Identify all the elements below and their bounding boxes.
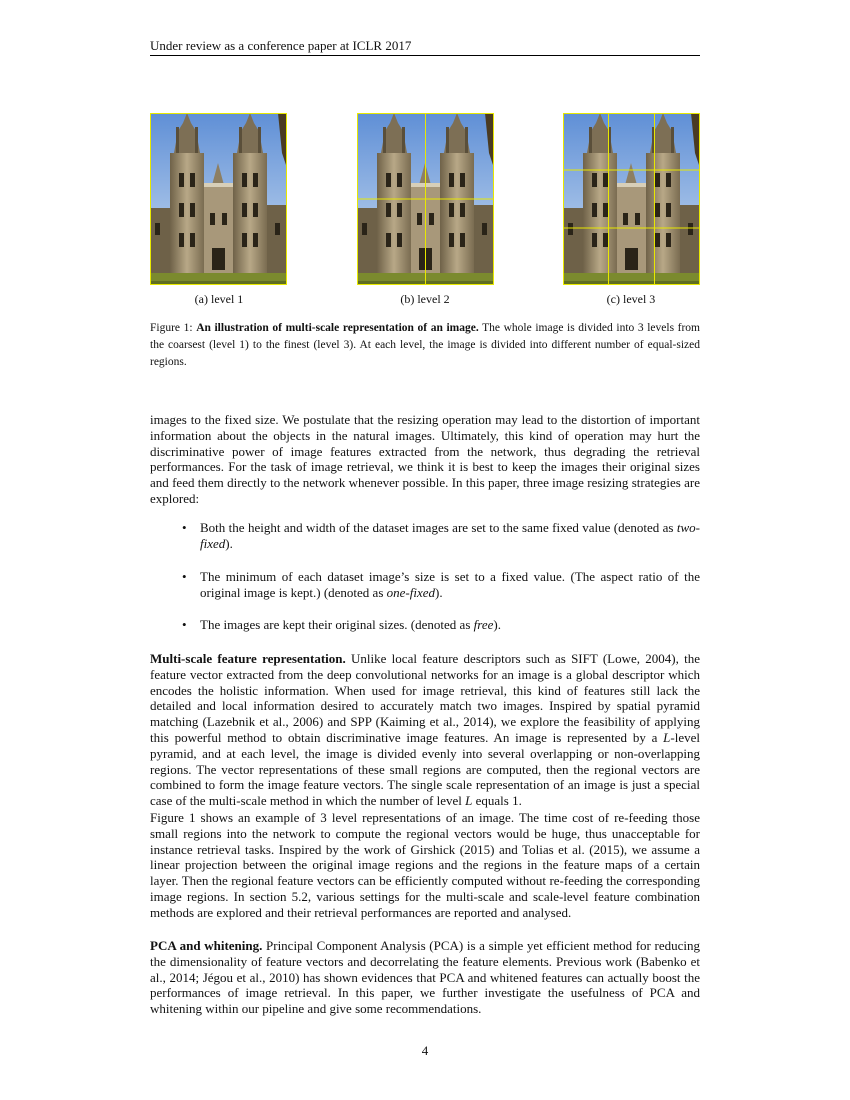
bullet-dot: • <box>182 617 187 632</box>
multiscale-paragraph-1 <box>150 651 700 809</box>
subcaption-b: (b) level 2 <box>400 292 450 306</box>
bullet-item <box>182 617 700 633</box>
caption-label: Figure 1: <box>150 322 193 334</box>
subcaption-a: (a) level 1 <box>194 292 244 306</box>
subcaption-c: (c) level 3 <box>606 292 656 306</box>
bullet-text: The images are kept their original sizes. (denoted as <box>200 617 474 632</box>
bullet-item <box>182 569 700 601</box>
caption-title: An illustration of multi-scale representation of an image. <box>196 322 479 334</box>
pca-text: Principal Component Analysis (PCA) is a simple yet efficient method for reducing the dimensionality of feature vectors and decorrelating the feature elements. Previous work (Babenko et al., 2014; Jégou et al., 2010) has shown evidences that PCA and whitened features can actually boost the performances of image retrieval. In this paper, we further investigate the usefulness of PCA and whitening within our pipeline and give some recommendations. <box>150 938 700 1017</box>
bullet-text: The minimum of each dataset image’s size is set to a fixed value. (The aspect ratio of the original image is kept.) (denoted as <box>200 569 700 600</box>
math-var-L: L <box>465 793 473 809</box>
multiscale-text-a: Unlike local feature descriptors such as SIFT (Lowe, 2004), the feature vector extracted from the deep convolutional networks for an image is a global descriptor which encodes the holistic information. When used for image retrieval, this kind of features still lack the detailed and local information desired to accurately match two images. Inspired by spatial pyramid matching (Lazebnik et al., 2006) and SPP (Kaiming et al., 2014), we explore the feasibility of applying this powerful method to obtain discriminative image features. An image is represented by a <box>150 651 701 745</box>
bullet-term: two-fixed <box>200 520 700 551</box>
multiscale-paragraph-2 <box>150 810 700 921</box>
multiscale-text-b: -level pyramid, and at each level, the image is divided evenly into several overlapping or non-overlapping regions. The vector representations of these small regions are computed, then the regional vectors are combined to form the image feature vectors. The single scale representation of an image is just a special case of the multi-scale method in which the number of level <box>150 729 700 809</box>
multiscale-heading: Multi-scale feature representation. <box>150 651 346 666</box>
figure-caption <box>150 320 700 371</box>
bullet-item <box>182 520 700 552</box>
pca-heading: PCA and whitening. <box>150 938 263 953</box>
multiscale-text-c: equals 1. <box>472 793 522 809</box>
math-var-L: L <box>663 729 671 745</box>
bullet-term: free <box>473 617 494 632</box>
intro-paragraph <box>150 412 700 507</box>
caption-text: The whole image is divided into 3 levels from the coarsest (level 1) to the finest (level 3). At each level, the image is divided into different number of equal-sized regions. <box>150 322 700 368</box>
bullet-text: Both the height and width of the dataset images are set to the same fixed value (denoted as <box>200 520 677 535</box>
bullet-term: one-fixed <box>386 584 436 600</box>
figure-image-level-2 <box>357 113 494 285</box>
bullet-dot: • <box>182 520 187 535</box>
multiscale-p2-text: Figure 1 shows an example of 3 level representations of an image. The time cost of re-feeding those small regions into the network to compute the regional vectors would be huge, thus unacceptable for instance retrieval tasks. Inspired by the work of Girshick (2015) and Tolias et al. (2015), we assume a linear projection between the original image regions and the regions in the feature maps of a certain layer. Then the regional feature vectors can be efficiently computed without re-feeding the corresponding image regions. In section 5.2, various settings for the multi-scale and scale-level feature combination methods are explored and their retrieval performances are reported and analysed. <box>150 810 700 920</box>
bullet-tail: ). <box>435 584 443 600</box>
intro-text: images to the fixed size. We postulate that the resizing operation may lead to the distortion of important information about the objects in the natural images. Ultimately, this kind of operation may hurt the discriminative power of image features extracted from the network, thus degrading the retrieval performances. For the task of image retrieval, we think it is best to keep the images their original sizes and feed them directly to the network whenever possible. In this paper, three image resizing strategies are explored: <box>150 412 700 506</box>
figure-image-level-3 <box>563 113 700 285</box>
pca-paragraph <box>150 938 700 1017</box>
bullet-tail: ). <box>493 617 501 632</box>
figure-image-level-1 <box>150 113 287 285</box>
bullet-tail: ). <box>225 535 233 551</box>
page-number: 4 <box>421 1043 429 1058</box>
bullet-dot: • <box>182 569 187 584</box>
header-rule <box>150 55 700 56</box>
running-header: Under review as a conference paper at ICLR 2017 <box>150 38 412 53</box>
